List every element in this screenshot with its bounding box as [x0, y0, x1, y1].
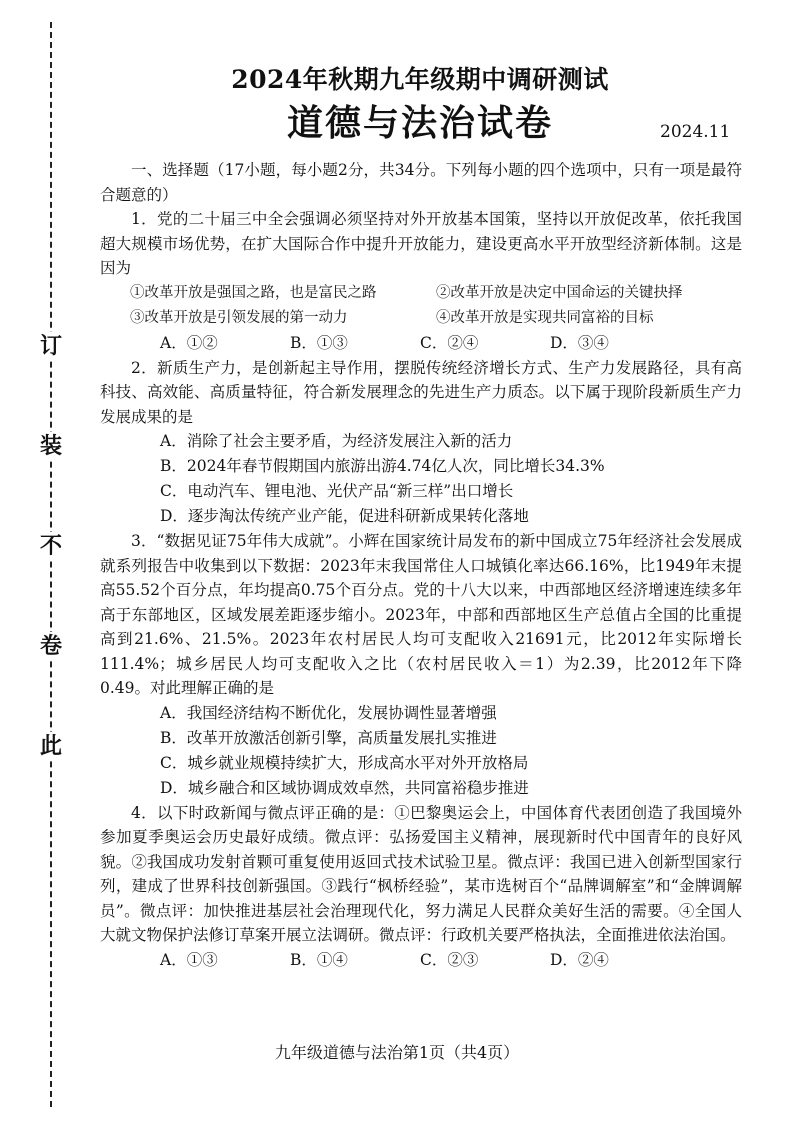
- statement-3: ③改革开放是引领发展的第一动力: [130, 309, 348, 326]
- exam-title: 2024年秋期九年级期中调研测试: [231, 65, 609, 94]
- question-2-option-b: B．2024年春节假期国内旅游出游4.74亿人次，同比增长34.3%: [160, 457, 605, 475]
- exam-date: 2024.11: [660, 122, 731, 142]
- choice-d: D．③④: [550, 333, 609, 352]
- question-1-statements-row-1: [130, 281, 742, 306]
- question-1-statements-row-2: [130, 306, 742, 331]
- question-3-option-a: A．我国经济结构不断优化，发展协调性显著增强: [160, 703, 497, 722]
- section-intro: 一、选择题（17小题，每小题2分，共34分。下列每小题的四个选项中，只有一项是最符合题意的）: [100, 161, 742, 204]
- question-2-stem: 2．新质生产力，是创新起主导作用，摆脱传统经济增长方式、生产力发展路径，具有高科技、高效能、高质量特征，符合新发展理念的先进生产力质态。以下属于现阶段新质生产力发展成果的是: [100, 358, 742, 426]
- choice-d: D．②④: [550, 950, 609, 969]
- binding-char-ci: 此: [37, 732, 65, 760]
- binding-char-zhuang: 装: [37, 432, 65, 460]
- binding-char-juan: 卷: [37, 632, 65, 660]
- choice-b: B．①④: [290, 950, 348, 969]
- choice-b: B．①③: [290, 333, 348, 352]
- statement-4: ④改革开放是实现共同富裕的目标: [436, 309, 654, 326]
- question-3-option-b: B．改革开放激活创新引擎，高质量发展扎实推进: [160, 728, 497, 747]
- page-footer: 九年级道德与法治第1页（共4页）: [274, 1043, 520, 1062]
- question-1-stem: 1．党的二十届三中全会强调必须坚持对外开放基本国策，坚持以开放促改革，依托我国超大规模市场优势，在扩大国际合作中提升开放能力，建设更高水平开放型经济新体制。这是因为: [100, 210, 742, 277]
- exam-subtitle: 道德与法治试卷: [286, 102, 553, 144]
- question-3-option-d: D．城乡融合和区域协调成效卓然，共同富裕稳步推进: [160, 778, 529, 797]
- question-3-stem: 3．“数据见证75年伟大成就”。小辉在国家统计局发布的新中国成立75年经济社会发展成就系列报告中收集到以下数据：2023年末我国常住人口城镇化率达66.16%，比1949年末提高55.52个百分点，年均提高0.75个百分点。党的十八大以来，中西部地区经济增速连续多年高于东部地区，区域发展差距逐步缩小。2023年，中部和西部地区生产总值占全国的比重提高到21.6%、21.5%。2023年农村居民人均可支配收入21691元，比2012年实际增长111.4%；城乡居民人均可支配收入之比（农村居民收入＝1）为2.39，比2012年下降0.49。对此理解正确的是: [100, 532, 742, 697]
- choice-c: C．②③: [420, 950, 479, 969]
- question-1-choices: [160, 331, 742, 356]
- choice-a: A．①②: [160, 333, 218, 352]
- choice-a: A．①③: [160, 950, 218, 969]
- question-2-option-a: A．消除了社会主要矛盾，为经济发展注入新的活力: [160, 432, 513, 450]
- choice-c: C．②④: [420, 333, 479, 352]
- question-4-stem: 4．以下时政新闻与微点评正确的是：①巴黎奥运会上，中国体育代表团创造了我国境外参加夏季奥运会历史最好成绩。微点评：弘扬爱国主义精神，展现新时代中国青年的良好风貌。②我国成功发射首颗可重复使用返回式技术试验卫星。微点评：我国已进入创新型国家行列，建成了世界科技创新强国。③践行“枫桥经验”，某市选树百个“品牌调解室”和“金牌调解员”。微点评：加快推进基层社会治理现代化，努力满足人民群众美好生活的需要。④全国人大就文物保护法修订草案开展立法调研。微点评：行政机关要严格执法，全面推进依法治国。: [100, 803, 742, 944]
- question-2-option-c: C．电动汽车、锂电池、光伏产品“新三样”出口增长: [160, 482, 514, 500]
- question-4-choices: [160, 948, 742, 973]
- exam-content: [100, 158, 742, 973]
- question-3-option-c: C．城乡就业规模持续扩大，形成高水平对外开放格局: [160, 753, 529, 772]
- statement-2: ②改革开放是决定中国命运的关键抉择: [436, 284, 683, 301]
- binding-char-bu: 不: [37, 532, 65, 560]
- binding-char-ding: 订: [37, 332, 65, 360]
- statement-1: ①改革开放是强国之路，也是富民之路: [130, 284, 377, 301]
- binding-dashed-line: [50, 22, 52, 1107]
- question-2-option-d: D．逐步淘汰传统产业产能，促进科研新成果转化落地: [160, 507, 529, 525]
